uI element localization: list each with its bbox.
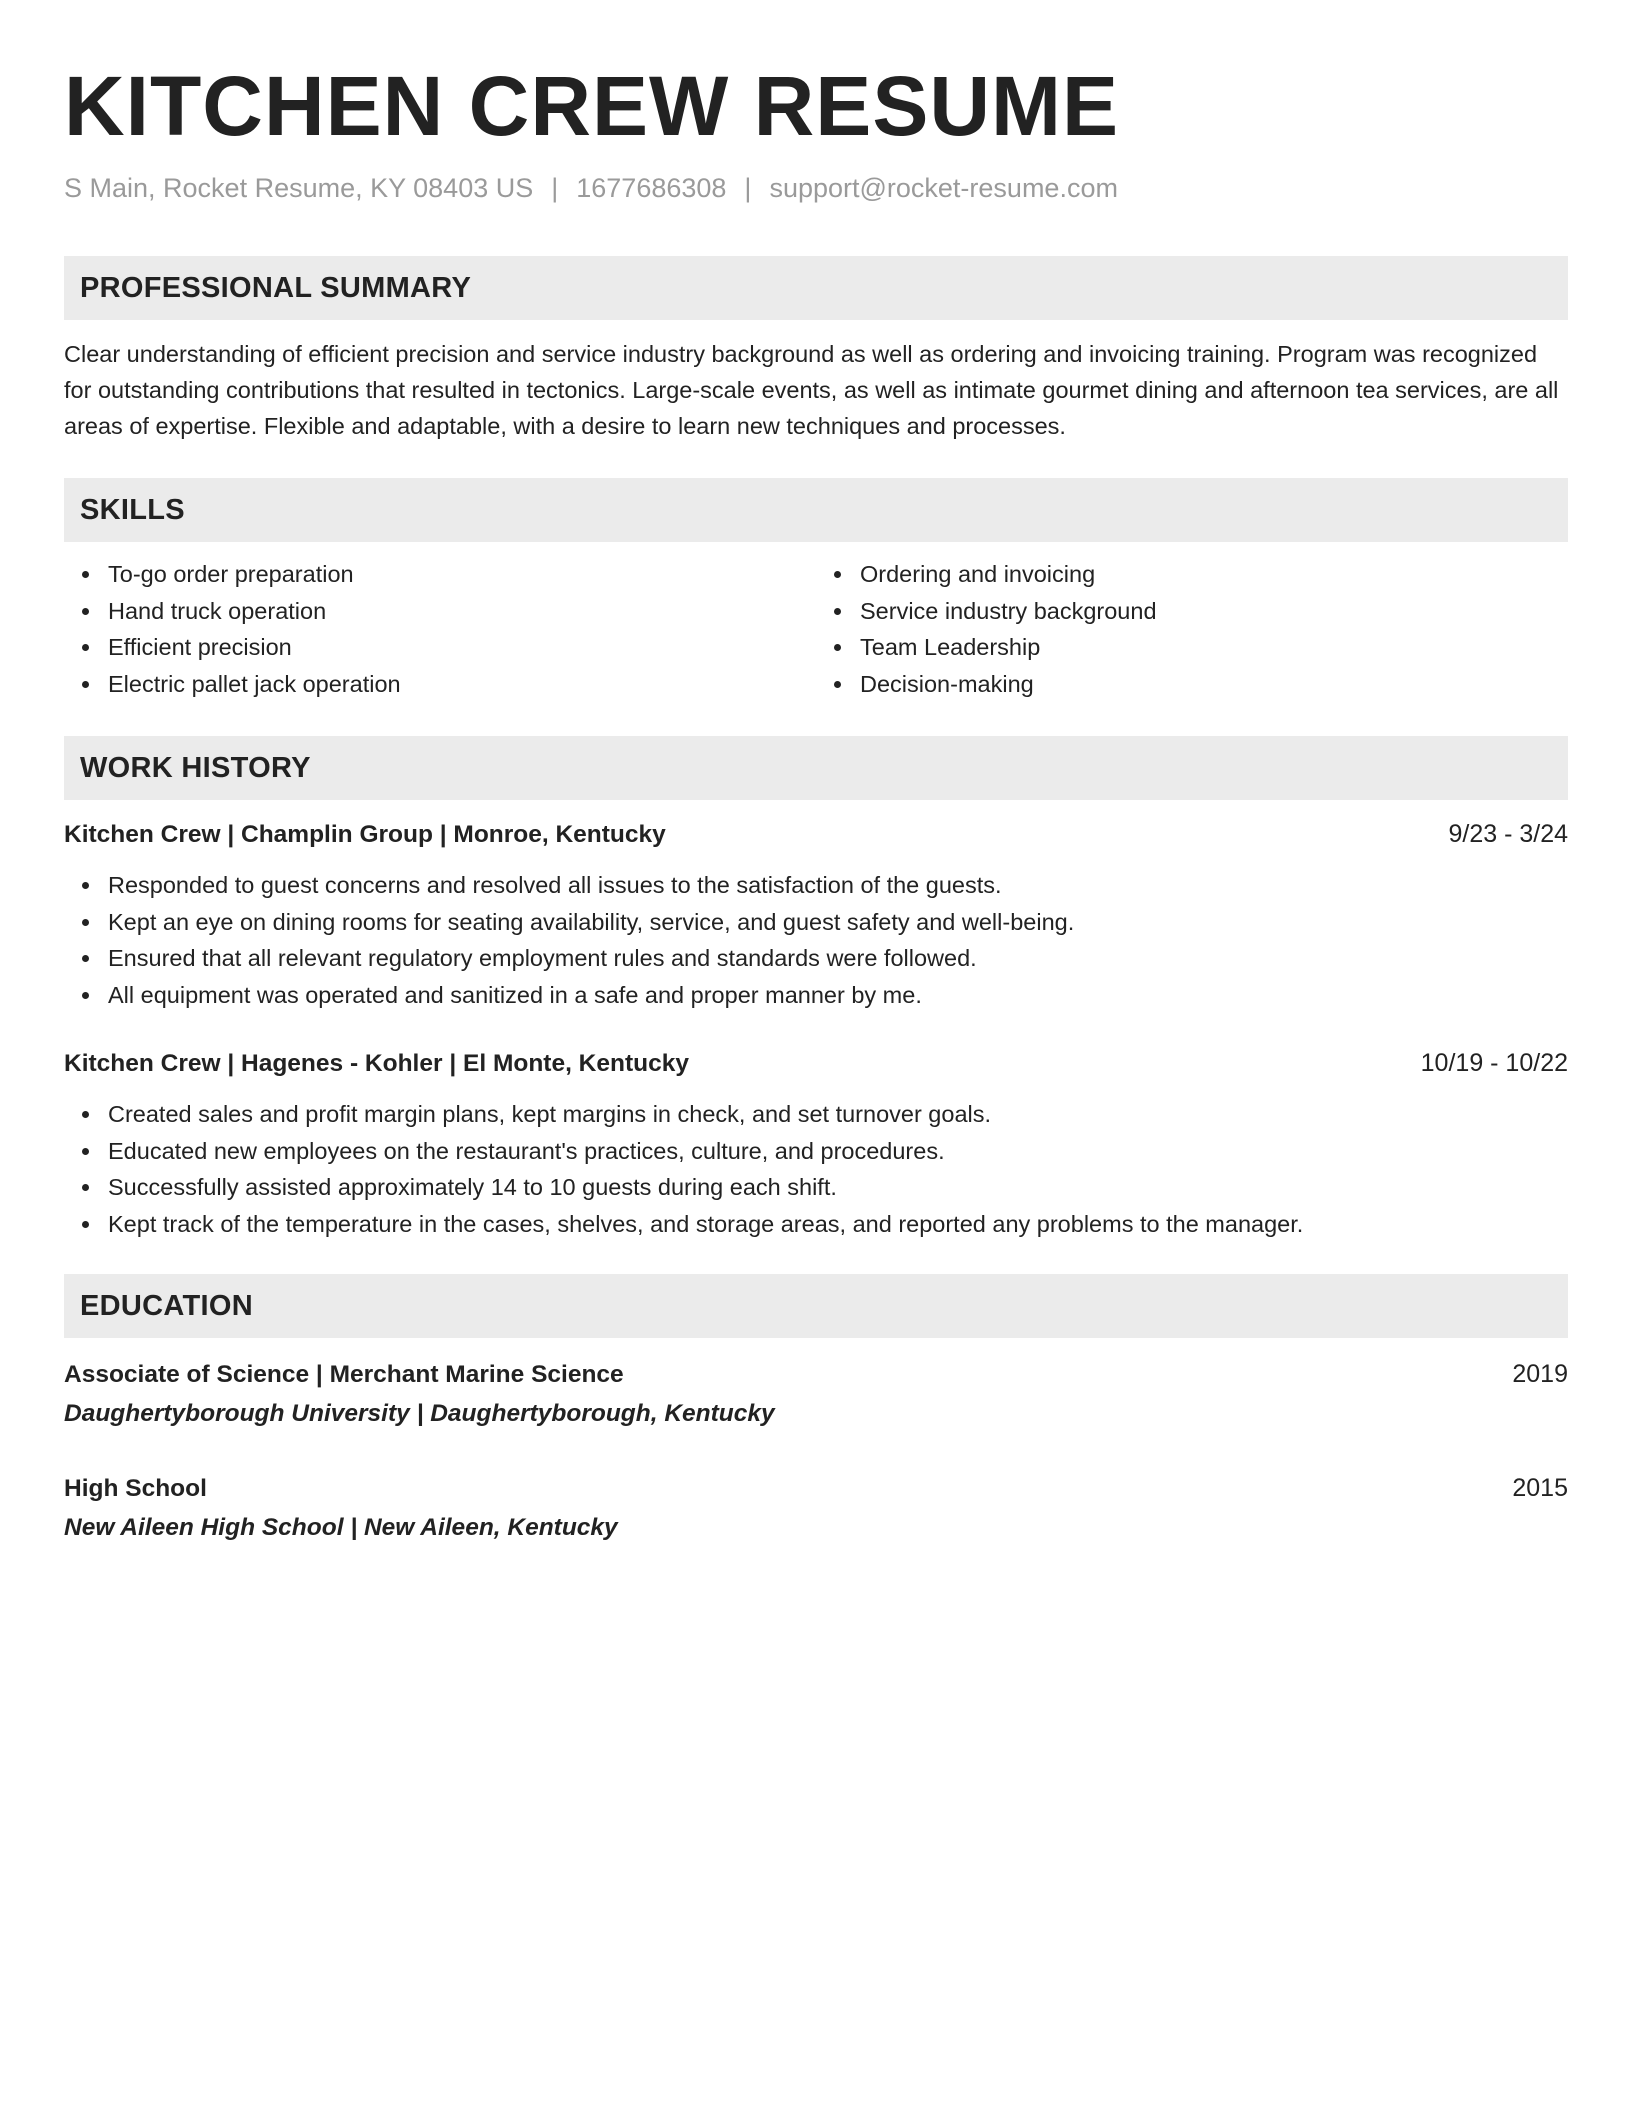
skill-item: Team Leadership [860,629,1568,666]
education-degree: High School [64,1475,207,1502]
job-duty: Ensured that all relevant regulatory employment rules and standards were followed. [108,940,1568,977]
skill-item: Decision-making [860,666,1568,703]
job-header [64,816,1568,853]
job-title: Kitchen Crew | Champlin Group | Monroe, Kentucky [64,821,666,848]
skill-item: Electric pallet jack operation [108,666,816,703]
job-duty: All equipment was operated and sanitized in a safe and proper manner by me. [108,977,1568,1014]
skills-column-right [816,556,1568,702]
summary-text: Clear understanding of efficient precision and service industry background as well as ordering and invoicing training. Program was recognized for outstanding contributions that resulted in tectonics. Large-scale events, as well as intimate gourmet dining and afternoon tea services, are all areas of expertise. Flexible and adaptable, with a desire to learn new techniques and processes. [64,341,1559,439]
job-duty: Successfully assisted approximately 14 to 10 guests during each shift. [108,1169,1568,1206]
job-entry [64,816,1568,1013]
job-duty: Responded to guest concerns and resolved all issues to the satisfaction of the guests. [108,867,1568,904]
education-school: Daughertyborough University | Daughertyborough, Kentucky [64,1400,775,1427]
job-duty: Kept an eye on dining rooms for seating availability, service, and guest safety and well-being. [108,904,1568,941]
education-school: New Aileen High School | New Aileen, Kentucky [64,1514,618,1541]
work-history-heading: WORK HISTORY [64,736,1568,800]
education-header [64,1470,1568,1507]
job-dates: 9/23 - 3/24 [1448,820,1568,848]
education-degree: Associate of Science | Merchant Marine Science [64,1361,624,1388]
job-dates: 10/19 - 10/22 [1420,1049,1568,1077]
contact-email: support@rocket-resume.com [769,173,1118,203]
job-duties [64,1096,1568,1242]
education-entry [64,1356,1568,1432]
education-header [64,1356,1568,1393]
job-entry [64,1045,1568,1242]
job-header [64,1045,1568,1082]
contact-phone: 1677686308 [576,173,727,203]
skills-list [64,556,1568,702]
summary-heading: PROFESSIONAL SUMMARY [64,256,1568,320]
education-year: 2019 [1512,1360,1568,1388]
contact-address: S Main, Rocket Resume, KY 08403 US [64,173,534,203]
contact-line [64,170,1568,206]
job-duty: Educated new employees on the restaurant's practices, culture, and procedures. [108,1133,1568,1170]
skill-item: Hand truck operation [108,593,816,630]
resume-title: KITCHEN CREW RESUME [64,59,1120,153]
skill-item: Service industry background [860,593,1568,630]
skills-column-left [64,556,816,702]
education-heading: EDUCATION [64,1274,1568,1338]
education-year: 2015 [1512,1474,1568,1502]
skill-item: Efficient precision [108,629,816,666]
contact-separator: | [744,173,752,203]
job-duty: Kept track of the temperature in the cases, shelves, and storage areas, and reported any problems to the manager. [108,1206,1568,1243]
job-title: Kitchen Crew | Hagenes - Kohler | El Monte, Kentucky [64,1050,689,1077]
skills-heading: SKILLS [64,478,1568,542]
skill-item: Ordering and invoicing [860,556,1568,593]
contact-separator: | [551,173,559,203]
job-duties [64,867,1568,1013]
education-entry [64,1470,1568,1546]
job-duty: Created sales and profit margin plans, kept margins in check, and set turnover goals. [108,1096,1568,1133]
skill-item: To-go order preparation [108,556,816,593]
